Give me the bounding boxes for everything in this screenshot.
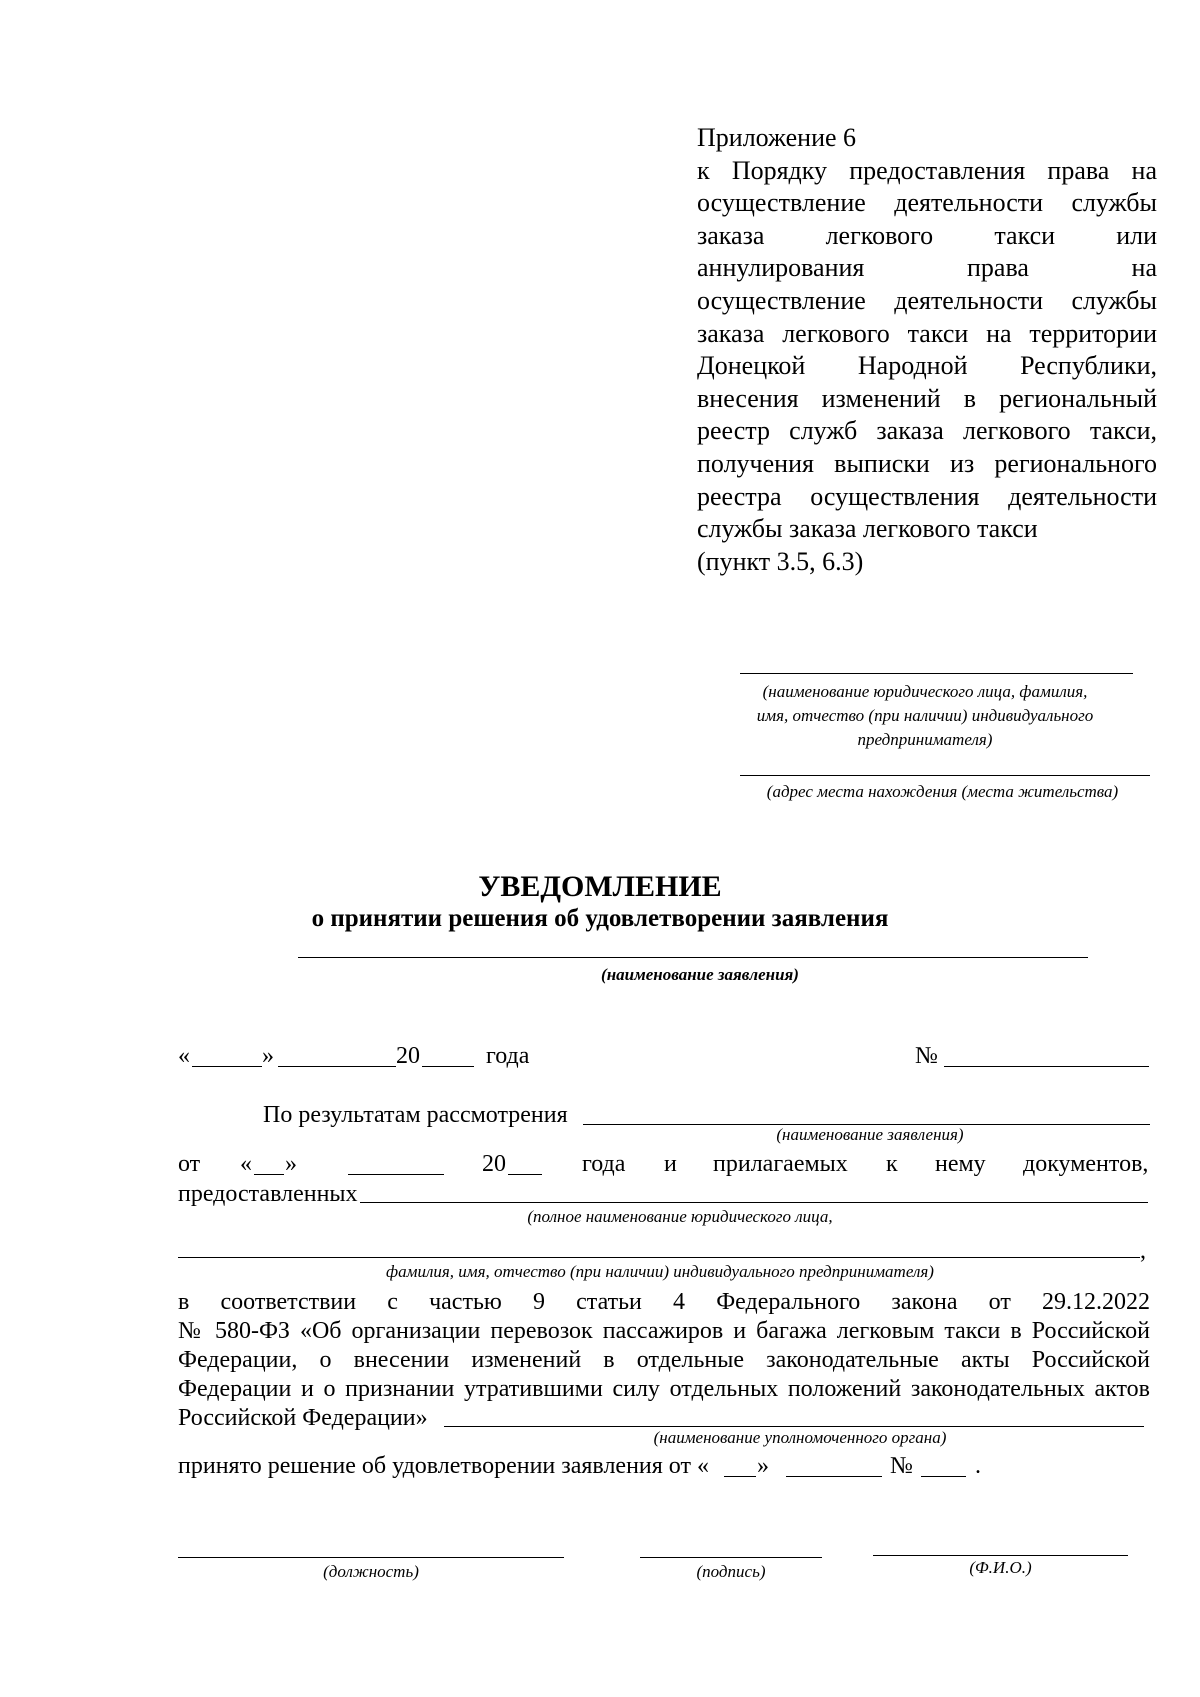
provided-caption: (полное наименование юридического лица,	[527, 1207, 833, 1226]
from-day-line	[254, 1174, 284, 1175]
recipient-name-line	[740, 673, 1133, 674]
appendix-line: (пункт 3.5, 6.3)	[697, 546, 864, 576]
recipient-name-caption-1: (наименование юридического лица, фамилия,	[762, 682, 1088, 701]
appendix-line: службы заказа легкового такси	[697, 514, 1038, 544]
law-line-3: Федерации, о внесении изменений в отдельные законодательные акты Российской	[178, 1347, 1150, 1373]
recipient-address-caption: (адрес места нахождения (места жительства)	[766, 782, 1119, 801]
signature-fio-line	[873, 1555, 1128, 1556]
signature-sign-caption: (подпись)	[696, 1562, 766, 1581]
date-year-prefix: 20	[396, 1043, 420, 1069]
decision-date-line	[786, 1476, 882, 1477]
from-it: нему	[935, 1151, 986, 1177]
document-title: УВЕДОМЛЕНИЕ	[478, 870, 722, 903]
number-line	[944, 1066, 1149, 1067]
review-text: По результатам рассмотрения	[263, 1102, 568, 1128]
signature-fio-caption: (Ф.И.О.)	[969, 1558, 1032, 1577]
number-sign: №	[915, 1043, 938, 1069]
appendix-line: реестра осуществления деятельности	[697, 481, 1157, 511]
law-last-line: Российской Федерации»	[178, 1405, 428, 1431]
from-attached: прилагаемых	[713, 1151, 848, 1177]
date-year-word: года	[486, 1043, 530, 1069]
decision-day-line	[724, 1476, 756, 1477]
appendix-line: Приложение 6	[697, 123, 857, 152]
decision-text: принято решение об удовлетворении заявления от «	[178, 1453, 709, 1479]
date-close-quote: »	[262, 1043, 274, 1069]
appendix-line: к Порядку предоставления права на	[697, 155, 1157, 185]
law-line-4: Федерации и о признании утратившими силу отдельных положений законодательных актов	[178, 1376, 1150, 1402]
recipient-name-caption-2: имя, отчество (при наличии) индивидуального	[756, 706, 1094, 725]
decision-number-sign: №	[890, 1453, 913, 1479]
appendix-line: осуществление деятельности службы	[697, 188, 1157, 218]
from-month-line	[348, 1174, 444, 1175]
from-year-word: года	[582, 1151, 626, 1177]
appendix-line: заказа легкового такси или	[697, 220, 1157, 250]
appendix-line: Донецкой Народной Республики,	[697, 351, 1157, 381]
organ-line	[444, 1426, 1144, 1427]
provided-line	[360, 1202, 1148, 1203]
decision-end-dot: .	[975, 1453, 981, 1479]
appendix-line: реестр служб заказа легкового такси,	[697, 416, 1157, 446]
application-name-line	[298, 957, 1088, 958]
review-caption: (наименование заявления)	[776, 1125, 964, 1144]
provided-text: предоставленных	[178, 1181, 358, 1207]
signature-sign-line	[640, 1557, 822, 1558]
decision-number-line	[921, 1476, 966, 1477]
signature-position-caption: (должность)	[323, 1562, 419, 1581]
from-year-prefix: 20	[482, 1151, 506, 1177]
from-word: от	[178, 1151, 201, 1177]
document-subtitle: о принятии решения об удовлетворении заявления	[311, 905, 889, 932]
appendix-line: получения выписки из регионального	[697, 448, 1157, 478]
appendix-line: внесения изменений в региональный	[697, 383, 1157, 413]
from-documents: документов,	[1023, 1151, 1149, 1177]
appendix-line: осуществление деятельности службы	[697, 285, 1157, 315]
law-line-2: № 580-ФЗ «Об организации перевозок пассажиров и багажа легковым такси в Российской	[178, 1318, 1150, 1344]
from-open-quote: «	[240, 1151, 252, 1177]
recipient-address-line	[740, 775, 1150, 776]
appendix-block	[697, 122, 1157, 578]
from-and: и	[664, 1151, 677, 1177]
from-year-line	[508, 1174, 542, 1175]
decision-close-quote: »	[757, 1453, 769, 1479]
date-month-line	[278, 1066, 396, 1067]
appendix-line: аннулирования права на	[697, 253, 1157, 283]
from-to: к	[886, 1151, 898, 1177]
date-day-line	[192, 1066, 262, 1067]
date-open-quote: «	[178, 1043, 190, 1069]
recipient-name-caption-3: предпринимателя)	[857, 730, 993, 749]
person-comma: ,	[1140, 1238, 1146, 1264]
law-line-1: в соответствии с частью 9 статьи 4 Федерального закона от 29.12.2022	[178, 1289, 1150, 1315]
from-close-quote: »	[285, 1151, 297, 1177]
signature-position-line	[178, 1557, 564, 1558]
date-year-line	[422, 1066, 474, 1067]
person-line	[178, 1257, 1140, 1258]
organ-caption: (наименование уполномоченного органа)	[653, 1428, 947, 1447]
application-name-caption: (наименование заявления)	[601, 965, 799, 984]
person-caption: фамилия, имя, отчество (при наличии) индивидуального предпринимателя)	[386, 1262, 934, 1281]
appendix-line: заказа легкового такси на территории	[697, 318, 1157, 348]
